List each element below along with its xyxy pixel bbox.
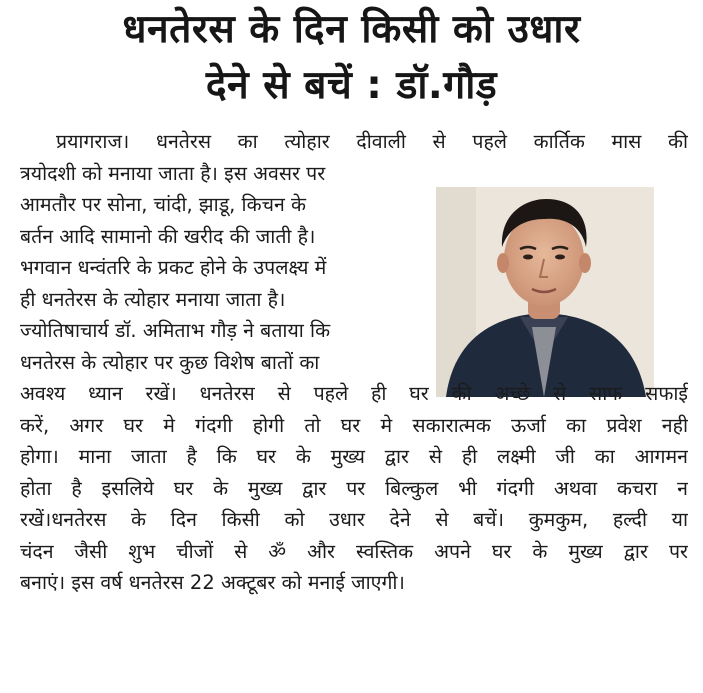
body-line: चंदन जैसी शुभ चीजों से ॐ और स्वस्तिक अपने घर के मुख्य द्वार पर xyxy=(20,539,688,563)
body-line: अवश्य ध्यान रखें। धनतेरस से पहले ही घर की अच्छे से साफ सफाई xyxy=(20,382,688,405)
article-headline xyxy=(0,2,703,114)
headline-line-2: देने से बचें : डॉ.गौड़ xyxy=(205,63,498,108)
body-line: भगवान धन्वंतरि के प्रकट होने के उपलक्ष्य में xyxy=(20,256,327,279)
body-line: ज्योतिषाचार्य डॉ. अमिताभ गौड़ ने बताया कि xyxy=(20,319,331,342)
body-line: त्रयोदशी को मनाया जाता है। इस अवसर पर xyxy=(20,161,326,185)
headline-line-1: धनतेरस के दिन किसी को उधार xyxy=(122,7,581,52)
body-line: आमतौर पर सोना, चांदी, झाडू, किचन के xyxy=(20,193,306,216)
body-line: रखें।धनतेरस के दिन किसी को उधार देने से बचें। कुमकुम, हल्दी या xyxy=(20,508,688,531)
body-line: बर्तन आदि सामानो की खरीद की जाती है। xyxy=(20,224,316,248)
body-line: ही धनतेरस के त्योहार मनाया जाता है। xyxy=(20,287,286,311)
body-line: बनाएं। इस वर्ष धनतेरस 22 अक्टूबर को मनाई जाएगी। xyxy=(20,571,405,594)
article-body xyxy=(20,126,688,599)
body-line: धनतेरस के त्योहार पर कुछ विशेष बातों का xyxy=(20,350,320,374)
body-line: प्रयागराज। धनतेरस का त्योहार दीवाली से पहले कार्तिक मास की xyxy=(56,130,688,153)
body-line: होगा। माना जाता है कि घर के मुख्य द्वार से ही लक्ष्मी जी का आगमन xyxy=(20,445,688,468)
body-line: होता है इसलिये घर के मुख्य द्वार पर बिल्कुल भी गंदगी अथवा कचरा न xyxy=(20,476,688,500)
body-line: करें, अगर घर मे गंदगी होगी तो घर मे सकारात्मक ऊर्जा का प्रवेश नही xyxy=(20,413,688,437)
